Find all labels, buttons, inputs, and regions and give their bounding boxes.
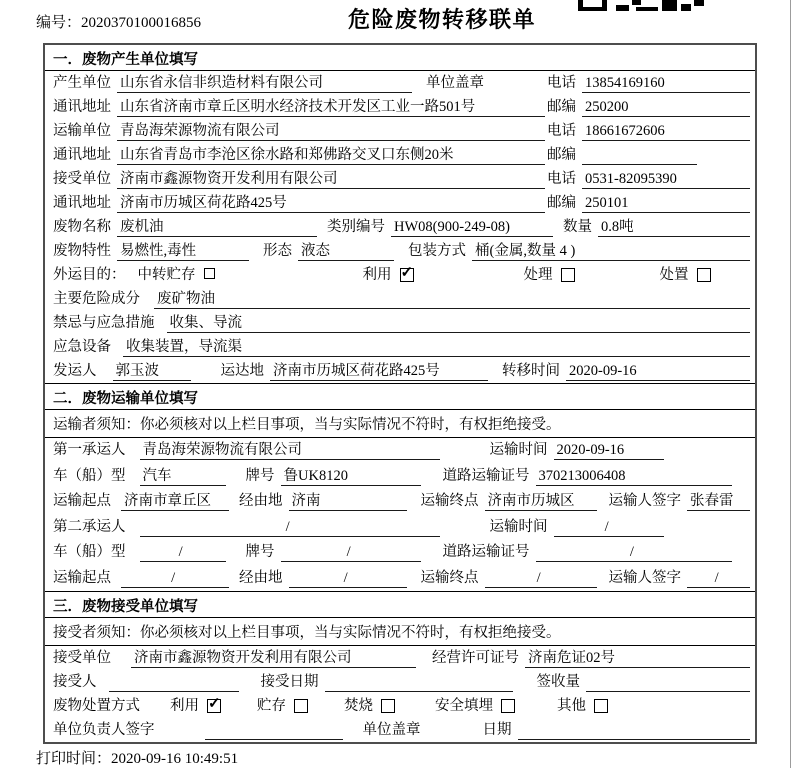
transfer-form [43,43,757,744]
form-row [45,239,755,263]
field-value: 收集、导流 [167,311,751,333]
field-label: 经由地 [239,569,283,586]
checkbox [660,263,711,284]
field-label: 通讯地址 [53,195,111,211]
form-row [45,287,755,311]
form-section [45,45,755,383]
field-label: 接受人 [53,674,97,690]
field-label: 形态 [263,243,292,259]
form-row [45,646,755,670]
field-value: 济南市鑫源物资开发利用有限公司 [117,167,545,189]
field-value: 2020-09-16 [566,363,750,381]
field-value: 250101 [582,195,750,213]
field-value: 250200 [582,99,750,117]
field-label: 废物特性 [53,243,111,259]
empty-box-icon [594,699,608,713]
notice-text: 接受者须知：你必须核对以上栏目事项，当与实际情况不符时，有权拒绝接受。 [53,625,561,641]
doc-title: 危险废物转移联单 [347,7,536,32]
empty-box-icon [561,268,575,282]
form-row [45,489,755,515]
form-row [45,167,755,191]
form-row [45,95,755,119]
field-label: 运输终点 [420,569,479,586]
notice-row [45,410,755,438]
form-row [45,263,755,287]
field-label: 发运人 [53,363,97,379]
field-label: 经由地 [239,493,283,509]
field-value: 济南市历城区荷花路425号 [117,191,545,213]
form-row [45,359,755,383]
qr-code-partial-icon [578,0,704,11]
form-row [45,311,755,335]
field-value: HW08(900-249-08) [391,219,553,237]
field-label: 经营许可证号 [432,650,519,666]
empty-box-icon [294,699,308,713]
field-value: 山东省青岛市李沧区徐水路和郑佛路交叉口东侧20米 [117,143,545,165]
checkbox [524,263,575,284]
field-value: 济南市章丘区 [121,489,229,511]
field-label: 接受单位 [53,171,111,187]
field-label: 道路运输证号 [442,544,530,560]
notice-text: 运输者须知：你必须核对以上栏目事项，当与实际情况不符时，有权拒绝接受。 [53,417,561,433]
checkbox-label: 利用 [170,698,199,714]
checked-box-icon [207,699,221,713]
field-label: 禁忌与应急措施 [53,315,155,331]
static-text: 单位盖章 [362,722,421,738]
checkbox [557,694,608,715]
checkbox-label: 中转贮存 [137,267,196,283]
field-label: 通讯地址 [53,99,111,115]
form-section [45,383,755,591]
field-value: / [289,570,407,588]
field-value: 郭玉波 [113,359,191,381]
field-label: 单位负责人签字 [53,722,155,738]
section-title: 二．废物运输单位填写 [45,383,755,410]
field-value: 370213006408 [536,468,733,486]
field-value: 废矿物油 [154,287,750,309]
field-label: 包装方式 [408,243,466,259]
checkbox [257,694,308,715]
section-title: 三．废物接受单位填写 [45,591,755,618]
checkbox [344,694,395,715]
checkbox-label: 处理 [523,267,553,283]
field-value: / [554,519,664,537]
checkbox-checked [170,694,221,715]
field-label: 第一承运人 [53,442,126,458]
field-value: 汽车 [140,464,226,486]
doc-number-label: 编号： [36,15,82,31]
page-edge-line [790,0,791,768]
field-value: 鲁UK8120 [281,464,421,486]
field-label: 邮编 [547,147,576,163]
field-label: 运输起点 [53,493,111,509]
field-value-blank [582,147,697,165]
field-label: 邮编 [547,195,576,211]
field-value: 收集装置，导流渠 [123,335,750,357]
field-label: 接受日期 [260,674,319,690]
field-value: 青岛海荣源物流有限公司 [140,438,440,460]
field-value: 废机油 [117,215,317,237]
field-label: 签收量 [536,674,580,690]
form-row [45,694,755,718]
field-label: 数量 [563,219,592,235]
field-value: / [121,570,229,588]
field-label: 车（船）型 [53,544,126,560]
field-label: 运达地 [220,363,264,379]
field-value: 2020-09-16 [554,442,664,460]
field-value-blank [518,722,751,740]
form-row [45,215,755,239]
field-value: 张春雷 [687,489,750,511]
form-row [45,540,755,566]
field-value: 山东省济南市章丘区明水经济技术开发区工业一路501号 [117,95,545,117]
empty-box-icon [204,268,215,279]
field-label: 转移时间 [502,363,560,379]
field-value: 济南市历城区 [485,489,597,511]
field-label: 类别编号 [327,219,385,235]
section-title: 一．废物产生单位填写 [45,45,755,71]
field-label: 运输时间 [489,442,548,458]
checkbox-label: 利用 [362,267,392,283]
field-value: 济南危证02号 [525,646,750,668]
field-value-blank [586,674,750,692]
field-label: 废物处置方式 [53,698,140,714]
checkbox [138,263,215,284]
checkbox-checked [363,263,414,284]
form-row [45,515,755,541]
field-label: 运输人签字 [608,569,681,586]
checkbox-label: 安全填埋 [435,698,493,714]
field-label: 废物名称 [53,219,111,235]
field-value-blank [109,674,239,692]
empty-box-icon [697,268,711,282]
field-label: 车（船）型 [53,467,126,484]
field-label: 电话 [547,123,576,139]
field-value: 济南市鑫源物资开发利用有限公司 [131,646,416,668]
checkbox [435,694,515,715]
doc-number-value: 2020370100016856 [81,15,202,31]
print-time [36,747,238,768]
print-time-label: 打印时间： [36,751,112,767]
field-value: 桶(金属,数量 4 ) [472,239,750,261]
field-value: 液态 [298,239,394,261]
field-label: 运输人签字 [608,493,681,509]
form-row [45,143,755,167]
field-label: 运输终点 [420,493,479,509]
print-time-value: 2020-09-16 10:49:51 [111,751,239,767]
field-label: 主要危险成分 [53,291,140,307]
field-label: 牌号 [245,544,275,560]
form-row [45,464,755,490]
form-row [45,71,755,95]
field-value: 山东省永信非织造材料有限公司 [117,71,412,93]
form-row [45,335,755,359]
field-label: 运输起点 [53,569,111,586]
field-label: 运输单位 [53,123,111,139]
field-value: / [687,570,750,588]
field-label: 邮编 [547,99,576,115]
field-label: 电话 [547,75,576,91]
field-value-blank [325,674,513,692]
form-row [45,191,755,215]
field-label: 接受单位 [53,650,111,666]
checkbox-label: 处置 [659,267,689,283]
field-label: 牌号 [245,467,275,484]
field-value: / [485,570,597,588]
field-value: 青岛海荣源物流有限公司 [117,119,545,141]
form-row [45,670,755,694]
field-value: 0.8吨 [598,215,750,237]
field-label: 第二承运人 [53,518,126,535]
form-section [45,591,755,742]
empty-box-icon [381,699,395,713]
field-value: 13854169160 [582,75,750,93]
checkbox-label: 贮存 [257,698,286,714]
field-value: 0531-82095390 [582,171,750,189]
field-value: / [140,519,440,537]
field-label: 电话 [547,171,576,187]
checked-box-icon [400,268,414,282]
field-value: 易燃性,毒性 [117,239,249,261]
field-value: / [281,544,421,562]
field-value: 18661672606 [582,123,750,141]
checkbox-label: 焚烧 [344,698,373,714]
notice-row [45,618,755,646]
field-label: 应急设备 [53,339,111,355]
empty-box-icon [501,699,515,713]
form-row [45,566,755,592]
field-label: 通讯地址 [53,147,111,163]
field-label: 运输时间 [489,518,548,535]
field-value: / [536,544,733,562]
field-value: 济南 [289,489,407,511]
form-row [45,119,755,143]
field-label: 日期 [482,722,512,738]
static-text: 单位盖章 [426,75,484,91]
form-row [45,718,755,742]
form-row [45,438,755,464]
field-value: / [140,544,226,562]
field-value-blank [205,722,343,740]
field-label: 外运目的： [53,267,126,283]
field-label: 道路运输证号 [442,467,530,484]
checkbox-label: 其他 [557,698,586,714]
field-label: 产生单位 [53,75,111,91]
field-value: 济南市历城区荷花路425号 [270,359,488,381]
